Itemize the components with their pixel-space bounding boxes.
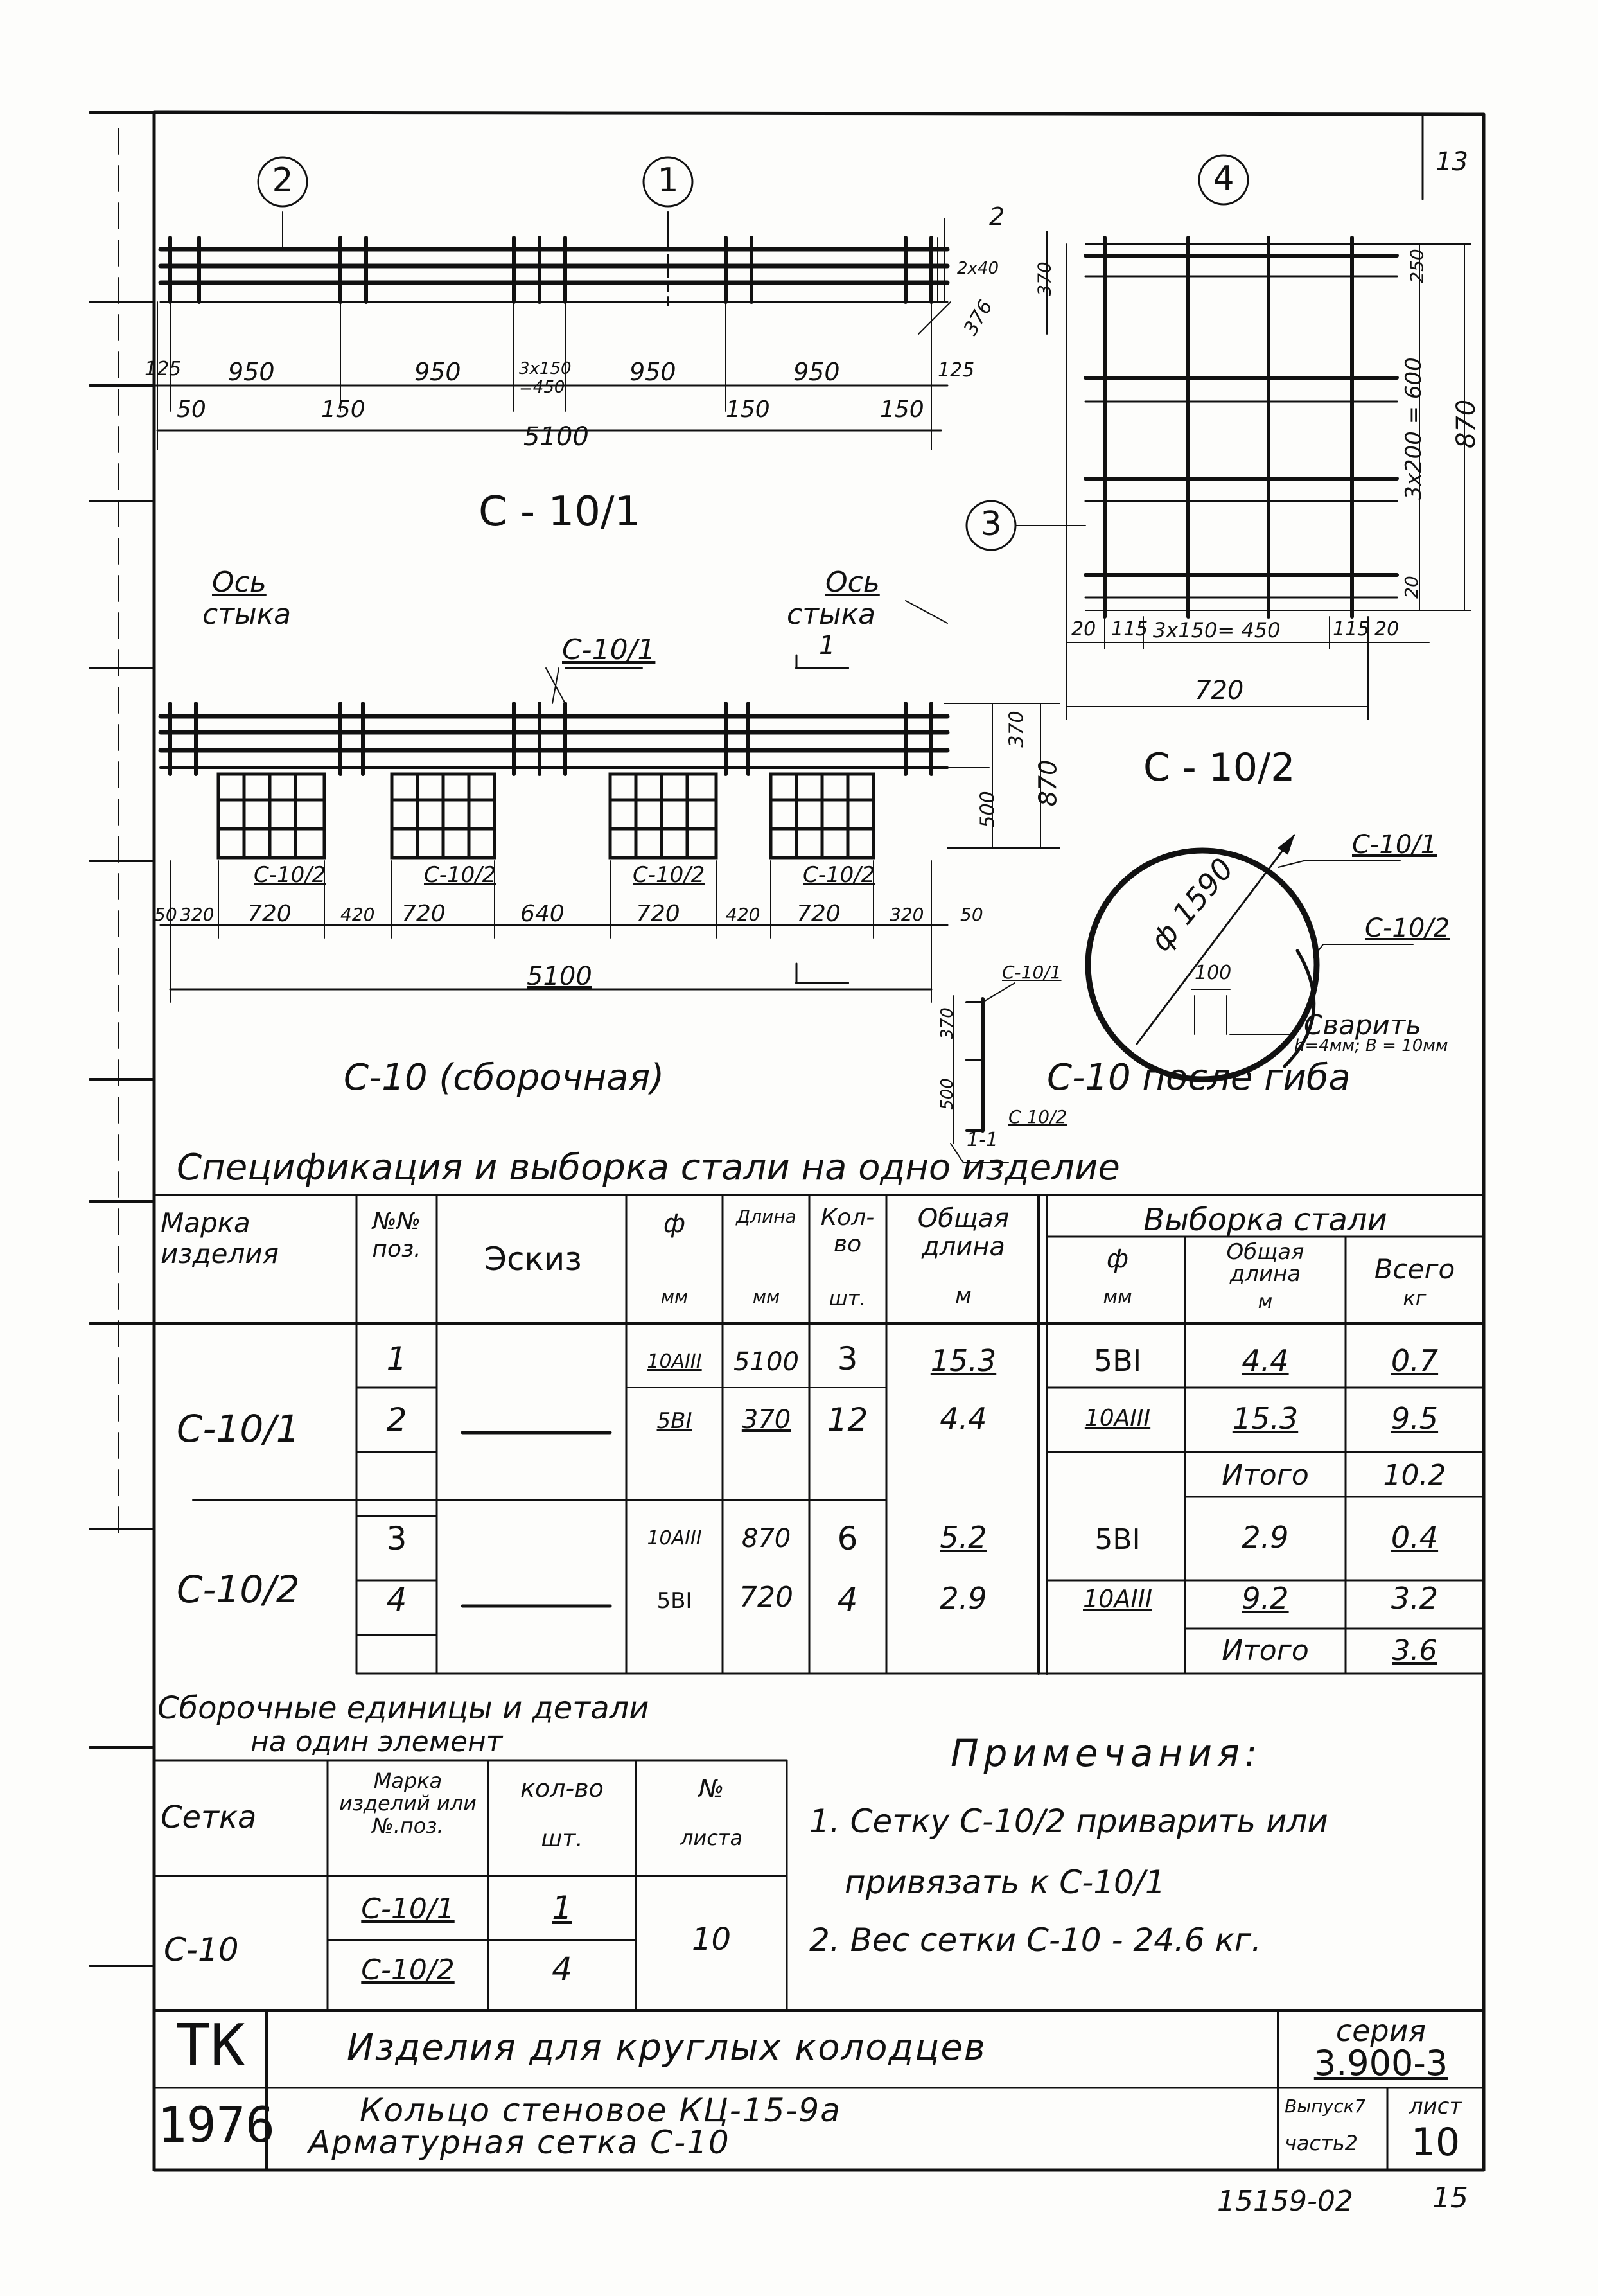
- tb-series-label: серия: [1335, 2013, 1427, 2048]
- asm-table-setka: С-10: [164, 1931, 239, 1968]
- asm-dim-50a: 50: [154, 904, 177, 925]
- section-dim-370: 370: [937, 1007, 957, 1039]
- spec-h-phi: ф: [663, 1209, 686, 1239]
- spec-h-sel-phi: ф: [1106, 1244, 1129, 1274]
- asm-dim-320b: 320: [890, 904, 924, 925]
- spec-row1-sel-phi: 5BI: [1093, 1343, 1142, 1378]
- section-dim-500: 500: [937, 1078, 957, 1110]
- asm-table-row2-mark: С-10/2: [361, 1954, 455, 1986]
- spec-row2-total: 4.4: [940, 1401, 987, 1436]
- dim-right-250: 250: [1406, 249, 1428, 283]
- spec-h-qty-unit: шт.: [829, 1286, 866, 1311]
- spec-h-sketch: Эскиз: [484, 1241, 582, 1278]
- spec-group1-itogo: 10.2: [1383, 1459, 1446, 1492]
- spec-row1-phi: 10АIII: [647, 1350, 702, 1373]
- dim-50: 50: [177, 396, 206, 423]
- osi-right-2: стыка: [787, 598, 876, 631]
- spec-row4-sel-len: 9.2: [1242, 1581, 1289, 1616]
- asm-table-h-setka: Сетка: [161, 1799, 257, 1835]
- spec-row2-qty: 12: [827, 1401, 868, 1438]
- osi-right-1: Ось: [825, 566, 880, 599]
- spec-group2-itogo: 3.6: [1392, 1634, 1437, 1667]
- spec-h-total-len: Общая длина: [917, 1204, 1010, 1262]
- dim-right-720: 720: [1195, 676, 1244, 705]
- spec-row1-sel-len: 4.4: [1242, 1343, 1289, 1378]
- asm-dim-total-5100: 5100: [527, 962, 592, 991]
- spec-row4-total: 2.9: [940, 1581, 987, 1616]
- dim-150-3: 150: [880, 396, 924, 423]
- dim-right-h-115a: 115: [1111, 618, 1148, 640]
- asm-table-sheet: 10: [691, 1921, 732, 1957]
- dim-right-870: 870: [1452, 399, 1482, 449]
- spec-h-sel-weight-unit: кг: [1403, 1286, 1427, 1311]
- callout-1: 1: [657, 161, 679, 200]
- spec-row3-sel-len: 2.9: [1242, 1520, 1289, 1555]
- tb-sheet-label: лист: [1409, 2094, 1462, 2119]
- spec-row4-pos: 4: [386, 1581, 407, 1618]
- dim-950-3: 950: [629, 358, 676, 386]
- spec-h-pos: №№ поз.: [372, 1208, 421, 1263]
- tb-title: Изделия для круглых колодцев: [347, 2027, 987, 2069]
- dim-side-2x40: 2x40: [957, 259, 999, 278]
- spec-row1-sel-w: 0.7: [1391, 1343, 1439, 1378]
- dim-total-5100-top: 5100: [523, 422, 589, 452]
- asm-dim-720b: 720: [401, 901, 446, 927]
- asm-side-370: 370: [1005, 711, 1028, 748]
- asm-dim-320a: 320: [180, 904, 215, 925]
- asm-side-500: 500: [976, 791, 999, 828]
- spec-row1-qty: 3: [837, 1340, 858, 1377]
- ring-weld-2: h=4мм; В = 10мм: [1294, 1036, 1448, 1055]
- ring-title: С-10 после гиба: [1047, 1057, 1351, 1099]
- asm-table-row1-qty: 1: [552, 1889, 572, 1927]
- osi-left-1: Ось: [212, 566, 267, 599]
- callout-4: 4: [1213, 159, 1234, 198]
- asm-dim-420b: 420: [726, 904, 760, 925]
- spec-row3-sel-phi: 5BI: [1094, 1523, 1141, 1556]
- spec-row1-pos: 1: [386, 1340, 407, 1377]
- spec-row3-pos: 3: [386, 1520, 407, 1557]
- spec-group2-mark: С-10/2: [177, 1567, 300, 1611]
- dim-3x150: 3x150 =450: [519, 359, 572, 397]
- dim-right-h-20b: 20: [1374, 618, 1400, 640]
- tb-org: ТК: [175, 2012, 245, 2080]
- ring-label-1: С-10/1: [1352, 830, 1437, 860]
- spec-h-qty: Кол- во: [820, 1205, 875, 1258]
- spec-row4-qty: 4: [837, 1581, 858, 1618]
- spec-row4-phi: 5BI: [656, 1588, 692, 1614]
- ring-label-2: С-10/2: [1365, 914, 1450, 943]
- dim-right-20v: 20: [1400, 576, 1422, 599]
- spec-row4-sel-w: 3.2: [1391, 1581, 1439, 1616]
- spec-h-sel-phi-unit: мм: [1103, 1286, 1132, 1309]
- notes-line-3: 2. Вес сетки С-10 - 24.6 кг.: [809, 1921, 1262, 1959]
- margin-corner-note: 13: [1436, 147, 1468, 177]
- mark-c10-1: С - 10/1: [479, 488, 641, 536]
- dim-right-3x200: 3x200 = 600: [1400, 357, 1427, 500]
- asm-table-h-qty-unit: шт.: [541, 1826, 583, 1852]
- asm-table-h-mark: Марка изделий или №.поз.: [339, 1769, 477, 1839]
- dim-150-2: 150: [726, 396, 770, 423]
- ring-diameter: ф 1590: [1143, 851, 1241, 958]
- dim-right-h-115b: 115: [1333, 618, 1370, 640]
- spec-group2-itogo-label: Итого: [1222, 1634, 1309, 1667]
- asm-table-row1-mark: С-10/1: [361, 1893, 455, 1925]
- spec-h-phi-unit: мм: [660, 1286, 689, 1307]
- asm-dim-50b: 50: [960, 904, 983, 925]
- ring-gap: 100: [1195, 962, 1232, 984]
- section-cut: 1-1: [967, 1129, 998, 1151]
- asm-dim-640: 640: [520, 901, 565, 927]
- spec-group1-itogo-label: Итого: [1222, 1459, 1309, 1492]
- asm-dim-720d: 720: [796, 901, 841, 927]
- asm-table-title-1: Сборочные единицы и детали: [157, 1690, 649, 1726]
- assembly-sub-2: С-10/2: [424, 862, 496, 888]
- assembly-title: С-10 (сборочная): [344, 1057, 665, 1099]
- dim-side-376: 376: [959, 296, 997, 340]
- callout-2: 2: [272, 161, 294, 200]
- callout-3: 3: [980, 505, 1002, 543]
- spec-title: Спецификация и выборка стали на одно изделие: [177, 1147, 1120, 1188]
- dim-125-left: 125: [145, 358, 182, 380]
- section-label-bottom: С 10/2: [1008, 1106, 1067, 1127]
- dim-right-h-20a: 20: [1071, 618, 1096, 640]
- tb-subtitle-1: Кольцо стеновое КЦ-15-9а: [360, 2092, 841, 2129]
- spec-row3-phi: 10АIII: [647, 1527, 702, 1550]
- ring-weld-1: Сварить: [1304, 1009, 1421, 1041]
- spec-h-mark: Марка изделия: [161, 1207, 279, 1270]
- spec-row2-phi: 5BI: [656, 1408, 692, 1434]
- asm-table-title-2: на один элемент: [250, 1726, 503, 1758]
- dim-950-2: 950: [414, 358, 461, 386]
- asm-table-h-sheet: №: [698, 1774, 724, 1803]
- spec-row2-len: 370: [741, 1405, 791, 1435]
- asm-dim-720c: 720: [636, 901, 680, 927]
- spec-row2-sel-w: 9.5: [1391, 1401, 1439, 1436]
- section-mark-top: 1: [819, 631, 836, 660]
- spec-row4-sel-phi: 10АIII: [1083, 1585, 1152, 1613]
- assembly-sub-3: С-10/2: [633, 862, 705, 888]
- dim-right-h-3x150: 3x150= 450: [1153, 618, 1281, 642]
- assembly-sub-4: С-10/2: [803, 862, 875, 888]
- spec-row3-len: 870: [741, 1524, 791, 1553]
- notes-title: Примечания:: [951, 1731, 1263, 1775]
- spec-row2-sel-phi: 10АIII: [1084, 1405, 1151, 1431]
- tb-subtitle-2: Арматурная сетка С-10: [308, 2124, 730, 2161]
- notes-line-1: 1. Сетку С-10/2 приварить или: [809, 1803, 1328, 1840]
- tb-series: 3.900-3: [1313, 2043, 1448, 2083]
- section-label-top: С-10/1: [1002, 962, 1062, 983]
- spec-h-length-unit: мм: [752, 1286, 780, 1307]
- assembly-top-label: С-10/1: [562, 633, 656, 666]
- spec-row2-sel-len: 15.3: [1232, 1401, 1299, 1436]
- notes-line-2: привязать к С-10/1: [845, 1864, 1166, 1901]
- spec-row4-len: 720: [739, 1581, 793, 1614]
- dim-side-2: 2: [989, 202, 1005, 231]
- spec-row3-total: 5.2: [940, 1520, 987, 1555]
- spec-h-total-len-unit: м: [955, 1283, 972, 1309]
- asm-table-row2-qty: 4: [552, 1950, 572, 1988]
- spec-h-sel-len: Общая длина: [1226, 1239, 1304, 1287]
- spec-row3-qty: 6: [837, 1520, 858, 1557]
- dim-125-right: 125: [938, 359, 975, 382]
- spec-row1-total: 15.3: [930, 1343, 997, 1378]
- tb-issue-1: Выпуск7: [1285, 2096, 1366, 2117]
- tb-sheet: 10: [1410, 2120, 1461, 2165]
- asm-table-h-sheet-2: листа: [680, 1826, 743, 1850]
- spec-h-selection: Выборка стали: [1143, 1202, 1387, 1238]
- spec-h-length: Длина: [736, 1206, 796, 1227]
- spec-row3-sel-w: 0.4: [1391, 1520, 1439, 1555]
- ring-mark: С - 10/2: [1143, 745, 1295, 790]
- asm-table-h-qty: кол-во: [520, 1774, 604, 1803]
- assembly-sub-1: С-10/2: [254, 862, 326, 888]
- dim-950-1: 950: [228, 358, 275, 386]
- dim-950-4: 950: [793, 358, 840, 386]
- tb-year: 1976: [157, 2096, 276, 2153]
- spec-group1-mark: С-10/1: [177, 1407, 300, 1451]
- asm-side-870: 870: [1033, 759, 1062, 807]
- spec-h-sel-len-unit: м: [1258, 1291, 1273, 1313]
- spec-row2-pos: 2: [386, 1401, 407, 1438]
- asm-dim-720a: 720: [247, 901, 292, 927]
- spec-h-sel-weight: Всего: [1374, 1253, 1455, 1285]
- asm-dim-420a: 420: [340, 904, 375, 925]
- dim-side-370: 370: [1033, 261, 1055, 296]
- spec-row1-len: 5100: [733, 1347, 799, 1377]
- footer-code: 15159-02: [1217, 2185, 1353, 2218]
- footer-page: 15: [1432, 2182, 1468, 2214]
- tb-issue-2: часть2: [1285, 2131, 1358, 2155]
- osi-left-2: стыка: [202, 598, 292, 631]
- dim-150-1: 150: [321, 396, 365, 423]
